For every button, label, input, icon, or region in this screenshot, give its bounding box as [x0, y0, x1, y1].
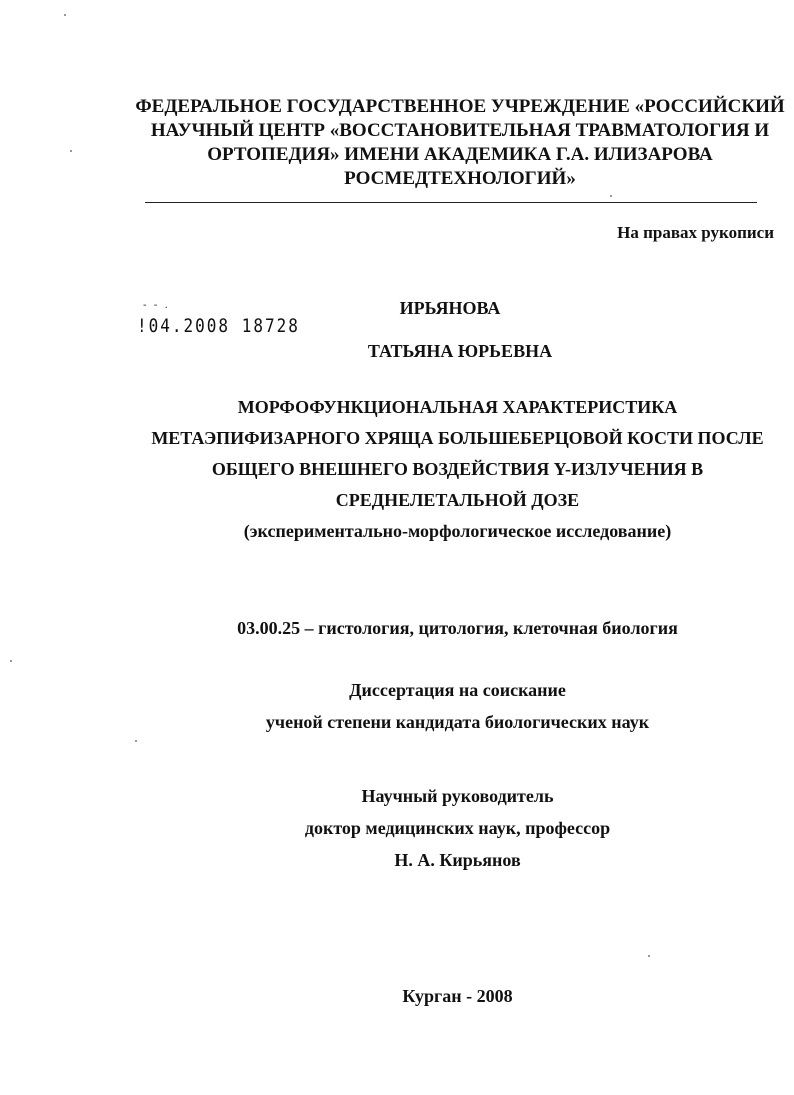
header-divider: [145, 202, 757, 203]
institution-line-2: НАУЧНЫЙ ЦЕНТР «ВОССТАНОВИТЕЛЬНАЯ ТРАВМАТОЛОГИЯ И: [150, 120, 770, 141]
scan-speck: [135, 740, 137, 742]
scan-speck: [648, 955, 650, 957]
title-line-2: МЕТАЭПИФИЗАРНОГО ХРЯЩА БОЛЬШЕБЕРЦОВОЙ КОСТИ ПОСЛЕ: [151, 428, 764, 448]
supervisor-name: Н. А. Кирьянов: [394, 850, 521, 870]
scan-speck: [64, 14, 66, 16]
author-surname: ИРЬЯНОВА: [399, 298, 501, 318]
place-year: Курган - 2008: [402, 986, 513, 1006]
scan-speck: [10, 660, 12, 662]
scan-speck: [70, 150, 72, 152]
registration-stamp: !04.2008 18728: [137, 314, 300, 337]
institution-line-3: ОРТОПЕДИЯ» ИМЕНИ АКАДЕМИКА Г.А. ИЛИЗАРОВА: [207, 144, 713, 165]
title-line-1: МОРФОФУНКЦИОНАЛЬНАЯ ХАРАКТЕРИСТИКА: [237, 397, 678, 417]
supervisor-title: доктор медицинских наук, профессор: [304, 818, 611, 838]
institution-header: [120, 95, 794, 191]
degree-line-1: Диссертация на соискание: [349, 680, 566, 700]
institution-line-1: ФЕДЕРАЛЬНОЕ ГОСУДАРСТВЕННОЕ УЧРЕЖДЕНИЕ «РОССИЙСКИЙ: [135, 96, 785, 117]
manuscript-rights-note: На правах рукописи: [617, 223, 774, 242]
author-name: ТАТЬЯНА ЮРЬЕВНА: [367, 341, 553, 361]
title-line-3: ОБЩЕГО ВНЕШНЕГО ВОЗДЕЙСТВИЯ Y-ИЗЛУЧЕНИЯ В: [211, 459, 704, 479]
scan-speck: [610, 195, 612, 197]
institution-line-4: РОСМЕДТЕХНОЛОГИЙ»: [344, 168, 576, 189]
stamp-dots: - - .: [143, 300, 170, 311]
supervisor-label: Научный руководитель: [361, 786, 554, 806]
title-subtitle: (экспериментально-морфологическое исследование): [243, 521, 672, 541]
title-line-4: СРЕДНЕЛЕТАЛЬНОЙ ДОЗЕ: [335, 490, 580, 510]
degree-line-2: ученой степени кандидата биологических наук: [265, 712, 650, 732]
specialty-code: 03.00.25 – гистология, цитология, клеточная биология: [237, 618, 678, 638]
